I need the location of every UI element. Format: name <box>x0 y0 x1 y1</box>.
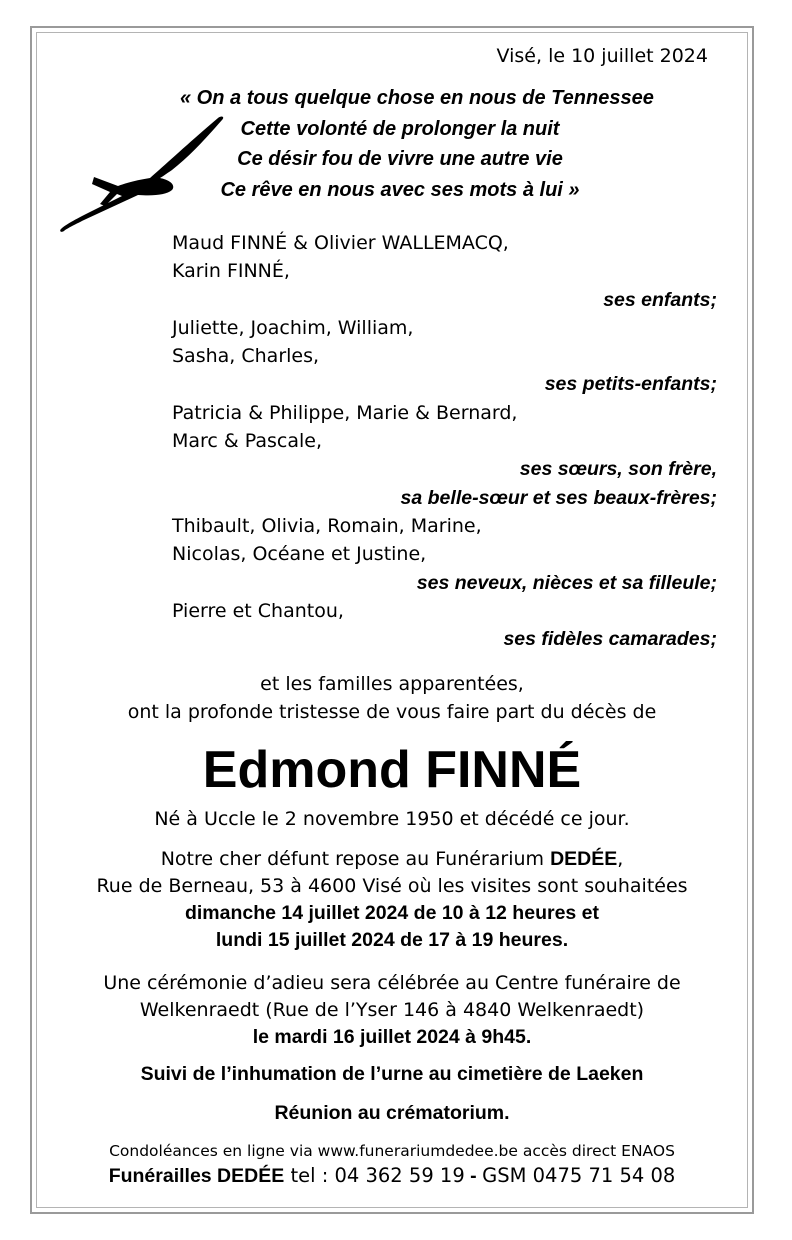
family-member-line: Maud FINNÉ & Olivier WALLEMACQ, <box>172 232 509 254</box>
ceremony-line: Welkenraedt (Rue de l’Yser 146 à 4840 Welkenraedt) <box>139 999 645 1021</box>
ceremony-line: Une cérémonie d’adieu sera célébrée au Centre funéraire de <box>103 972 681 994</box>
visitation-suffix: , <box>617 848 624 870</box>
family-member-line: Nicolas, Océane et Justine, <box>172 543 427 566</box>
quote-line: Cette volonté de prolonger la nuit <box>240 117 560 140</box>
date-line: Visé, le 10 juillet 2024 <box>496 45 708 67</box>
visitation-prefix: Notre cher défunt repose au Funérarium <box>160 848 551 870</box>
family-member-line: Juliette, Joachim, William, <box>172 316 414 339</box>
quote-line: Ce désir fou de vivre une autre vie <box>237 148 563 170</box>
family-member-line: Sasha, Charles, <box>172 345 320 368</box>
deceased-name: Edmond FINNÉ <box>202 741 582 799</box>
family-member-line: Thibault, Olivia, Romain, Marine, <box>172 514 482 537</box>
gsm-separator: - <box>464 1165 483 1187</box>
visitation-info <box>36 846 748 954</box>
funeral-home-name: DEDÉE <box>550 848 618 870</box>
intro-line: ont la profonde tristesse de vous faire part du décès de <box>127 701 657 723</box>
visit-time-line: dimanche 14 juillet 2024 de 10 à 12 heures et <box>184 902 600 924</box>
ceremony-info <box>36 970 748 1051</box>
relation-label: ses fidèles camarades; <box>503 628 717 651</box>
intro-line: et les familles apparentées, <box>260 673 524 695</box>
family-member-line: Patricia & Philippe, Marie & Bernard, <box>172 401 518 424</box>
relation-label: ses sœurs, son frère, <box>519 458 717 481</box>
visitation-line <box>36 846 748 873</box>
family-member-line: Pierre et Chantou, <box>172 599 344 622</box>
relation-label: ses enfants; <box>603 288 717 311</box>
reunion-line: Réunion au crématorium. <box>274 1102 510 1124</box>
tel-number: 04 362 59 19 <box>334 1164 465 1187</box>
announcement-intro <box>36 670 748 726</box>
quote-line: Ce rêve en nous avec ses mots à lui » <box>220 178 580 201</box>
relation-label: ses petits-enfants; <box>544 373 717 396</box>
relation-label: ses neveux, nièces et sa filleule; <box>416 571 717 594</box>
funeral-home-label: Funérailles DEDÉE <box>108 1165 285 1187</box>
quote-line: « On a tous quelque chose en nous de Tennessee <box>180 87 654 109</box>
tel-separator: tel : <box>284 1164 335 1187</box>
contact-line <box>36 1164 748 1188</box>
family-member-line: Marc & Pascale, <box>172 430 323 453</box>
quote-block <box>180 83 654 205</box>
burial-line: Suivi de l’inhumation de l’urne au cimetière de Laeken <box>140 1063 644 1085</box>
ceremony-time: le mardi 16 juillet 2024 à 9h45. <box>252 1026 532 1048</box>
address-line: Rue de Berneau, 53 à 4600 Visé où les visites sont souhaitées <box>96 875 688 897</box>
gsm-number: 0475 71 54 08 <box>532 1164 676 1187</box>
family-member-line: Karin FINNÉ, <box>172 260 290 283</box>
visit-time-line: lundi 15 juillet 2024 de 17 à 19 heures. <box>215 929 569 951</box>
birth-death-line: Né à Uccle le 2 novembre 1950 et décédé ce jour. <box>154 808 630 830</box>
gsm-label: GSM <box>482 1164 527 1187</box>
family-list <box>172 229 717 653</box>
relation-label: sa belle-sœur et ses beaux-frères; <box>400 486 717 509</box>
glider-icon <box>58 114 226 238</box>
condolences-line: Condoléances en ligne via www.funerariumdedee.be accès direct ENAOS <box>109 1142 675 1160</box>
